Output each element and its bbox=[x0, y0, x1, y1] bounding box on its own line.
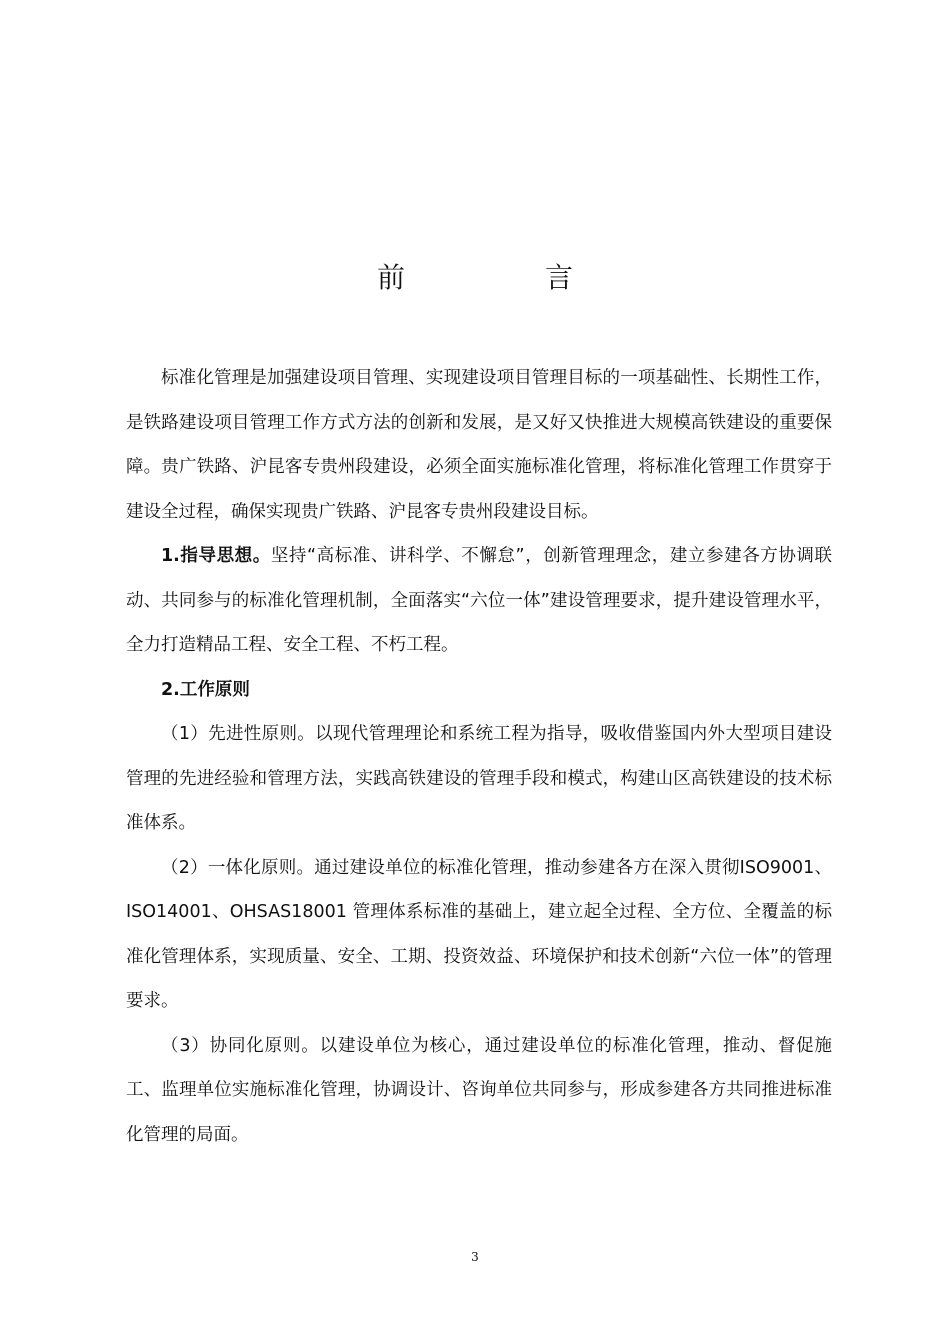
work-principles-heading: 2.工作原则 bbox=[161, 679, 250, 700]
guiding-thought-paragraph bbox=[126, 534, 832, 668]
page-number: 3 bbox=[471, 1250, 479, 1264]
principle-3-heading: （3）协同化原则。 bbox=[161, 1035, 320, 1056]
principle-1-paragraph bbox=[126, 712, 832, 846]
principle-3-text: 以建设单位为核心，通过建设单位的标准化管理，推动、督促施工、监理单位实施标准化管理，协调设计、咨询单位共同参与，形成参建各方共同推进标准化管理的局面。 bbox=[126, 1035, 833, 1145]
principle-2-text: 通过建设单位的标准化管理，推动参建各方在深入贯彻ISO9001、ISO14001、OHSAS18001 管理体系标准的基础上，建立起全过程、全方位、全覆盖的标准化管理体系，实现质量、安全、工期、投资效益、环境保护和技术创新“六位一体”的管理要求。 bbox=[126, 857, 832, 1011]
page-title: 前 言 bbox=[376, 261, 629, 294]
principle-2-heading: （2）一体化原则。 bbox=[161, 857, 315, 878]
guiding-thought-heading: 1.指导思想。 bbox=[161, 546, 271, 566]
intro-paragraph: 标准化管理是加强建设项目管理、实现建设项目管理目标的一项基础性、长期性工作，是铁路建设项目管理工作方式方法的创新和发展，是又好又快推进大规模高铁建设的重要保障。贵广铁路、沪昆客专贵州段建设，必须全面实施标准化管理，将标准化管理工作贯穿于建设全过程，确保实现贵广铁路、沪昆客专贵州段建设目标。 bbox=[126, 368, 832, 522]
principle-1-text: 以现代管理理论和系统工程为指导，吸收借鉴国内外大型项目建设管理的先进经验和管理方法，实践高铁建设的管理手段和模式，构建山区高铁建设的技术标准体系。 bbox=[126, 724, 832, 833]
principle-2-paragraph bbox=[126, 846, 832, 1024]
principle-1-heading: （1）先进性原则。 bbox=[161, 724, 316, 744]
guiding-thought-text: 坚持“高标准、讲科学、不懈怠”，创新管理理念，建立参建各方协调联动、共同参与的标准化管理机制，全面落实“六位一体”建设管理要求，提升建设管理水平，全力打造精品工程、安全工程、不朽工程。 bbox=[126, 546, 832, 655]
document-body bbox=[126, 356, 832, 1157]
principle-3-paragraph bbox=[126, 1024, 832, 1158]
